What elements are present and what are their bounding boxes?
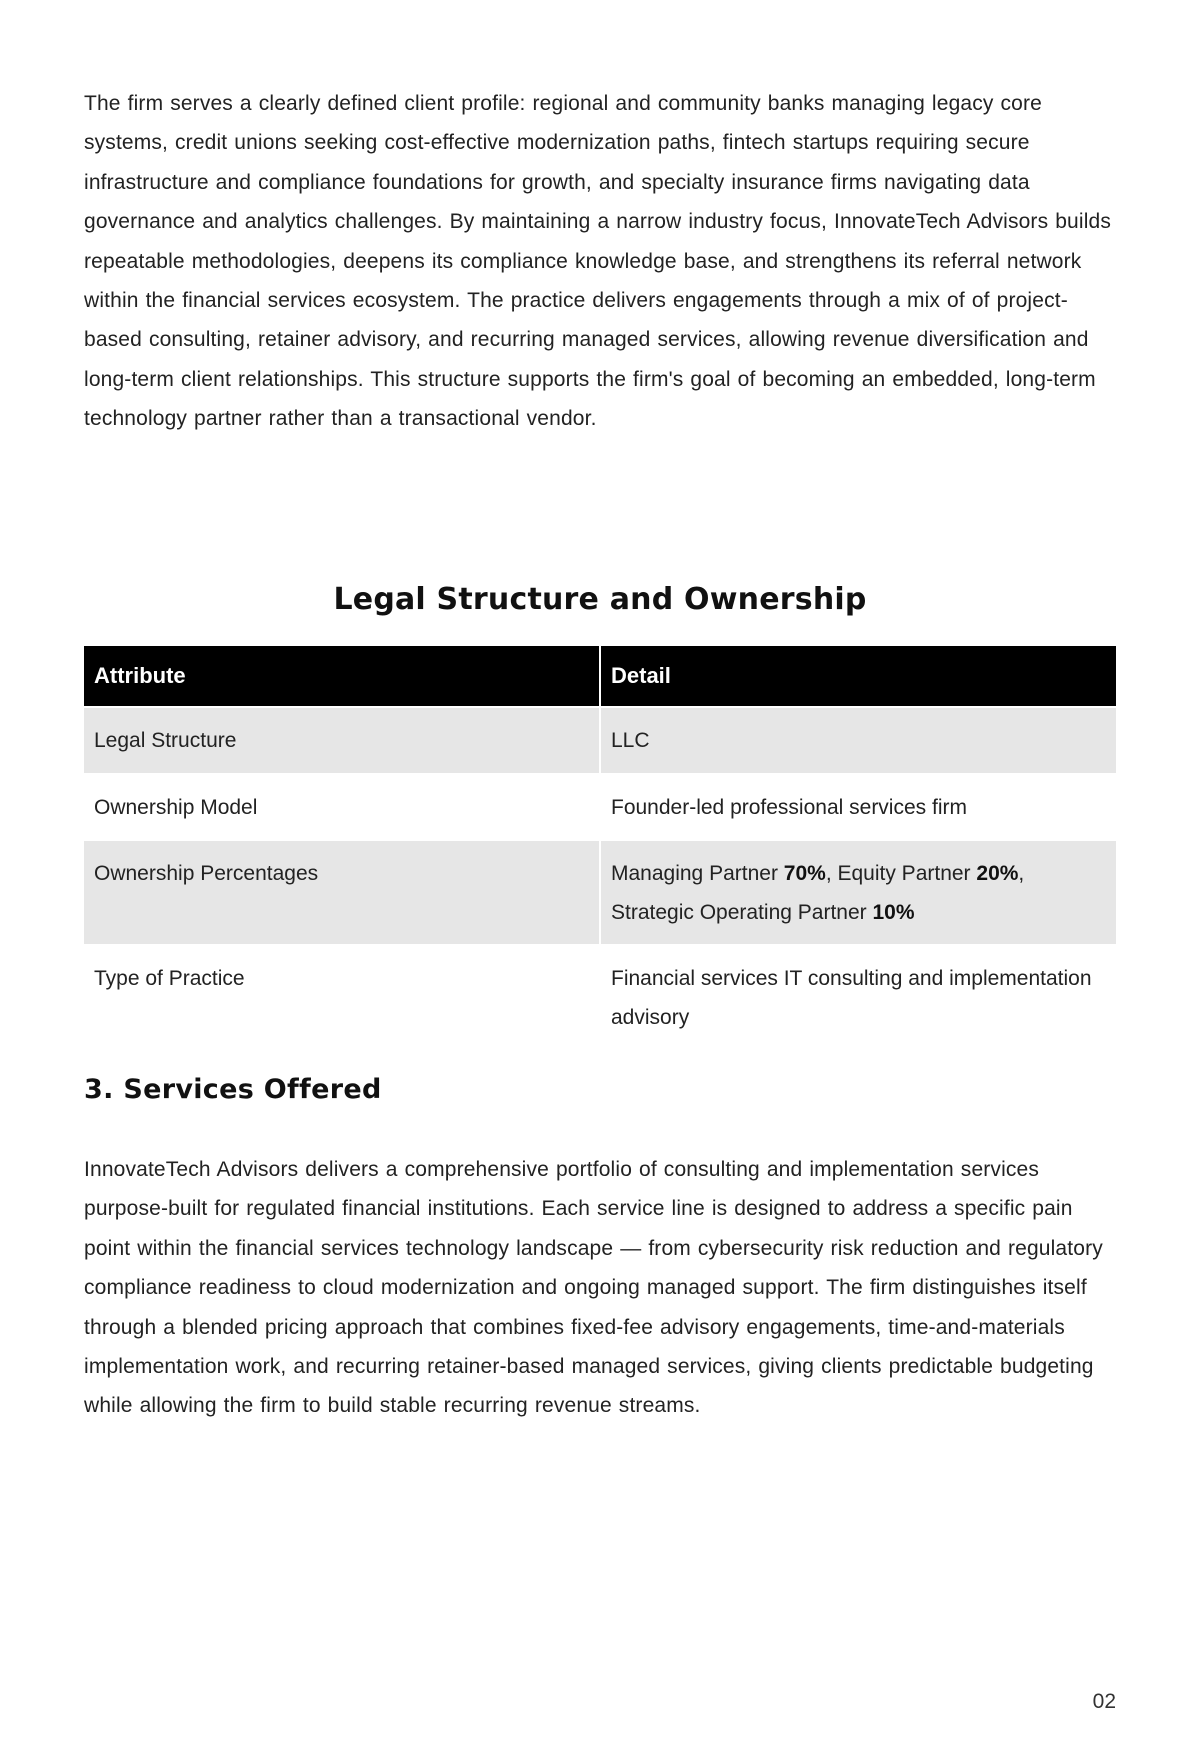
value-strategic-operating-partner: 10% <box>872 900 915 924</box>
header-attribute: Attribute <box>84 646 600 707</box>
table-row <box>84 707 1116 774</box>
page-number: 02 <box>1092 1690 1116 1713</box>
cell-attribute: Type of Practice <box>84 945 600 1049</box>
cell-detail: LLC <box>600 707 1116 774</box>
cell-detail: Financial services IT consulting and implementation advisory <box>600 945 1116 1049</box>
table-header-row <box>84 646 1116 707</box>
value-equity-partner: 20% <box>976 862 1019 885</box>
cell-attribute: Legal Structure <box>84 707 600 774</box>
cell-attribute: Ownership Percentages <box>84 840 600 945</box>
cell-attribute: Ownership Model <box>84 774 600 841</box>
header-detail: Detail <box>600 646 1116 707</box>
label-managing-partner: Managing Partner <box>611 862 784 885</box>
value-managing-partner: 70% <box>783 862 826 885</box>
label-strategic-operating-partner: , Strategic Operating Partner <box>611 862 1025 924</box>
cell-detail-ownership-percentages <box>600 840 1116 945</box>
legal-structure-title: Legal Structure and Ownership <box>333 582 867 617</box>
label-equity-partner: , Equity Partner <box>825 862 977 885</box>
services-paragraph: InnovateTech Advisors delivers a comprehensive portfolio of consulting and implementation services purpose-built for regulated financial institutions. Each service line is designed to address a specific pain point within the financial services technology landscape — from cybersecurity risk reduction and regulatory compliance readiness to cloud modernization and ongoing managed support. The firm distinguishes itself through a blended pricing approach that combines fixed-fee advisory engagements, time-and-materials implementation work, and recurring retainer-based managed services, giving clients predictable budgeting while allowing the firm to build stable recurring revenue streams. <box>84 1158 1103 1418</box>
intro-paragraph: The firm serves a clearly defined client profile: regional and community banks managing legacy core systems, credit unions seeking cost-effective modernization paths, fintech startups requiring secure infrastructure and compliance foundations for growth, and specialty insurance firms navigating data governance and analytics challenges. By maintaining a narrow industry focus, InnovateTech Advisors builds repeatable methodologies, deepens its compliance knowledge base, and strengthens its referral network within the financial services ecosystem. The practice delivers engagements through a mix of of project-based consulting, retainer advisory, and recurring managed services, allowing revenue diversification and long-term client relationships. This structure supports the firm's goal of becoming an embedded, long-term technology partner rather than a transactional vendor. <box>84 92 1111 431</box>
table-row <box>84 840 1116 945</box>
services-offered-heading: 3. Services Offered <box>84 1074 382 1105</box>
cell-detail: Founder-led professional services firm <box>600 774 1116 841</box>
legal-structure-table <box>84 646 1116 1049</box>
document-page <box>84 0 1116 1754</box>
table-row <box>84 945 1116 1049</box>
table-row <box>84 774 1116 841</box>
